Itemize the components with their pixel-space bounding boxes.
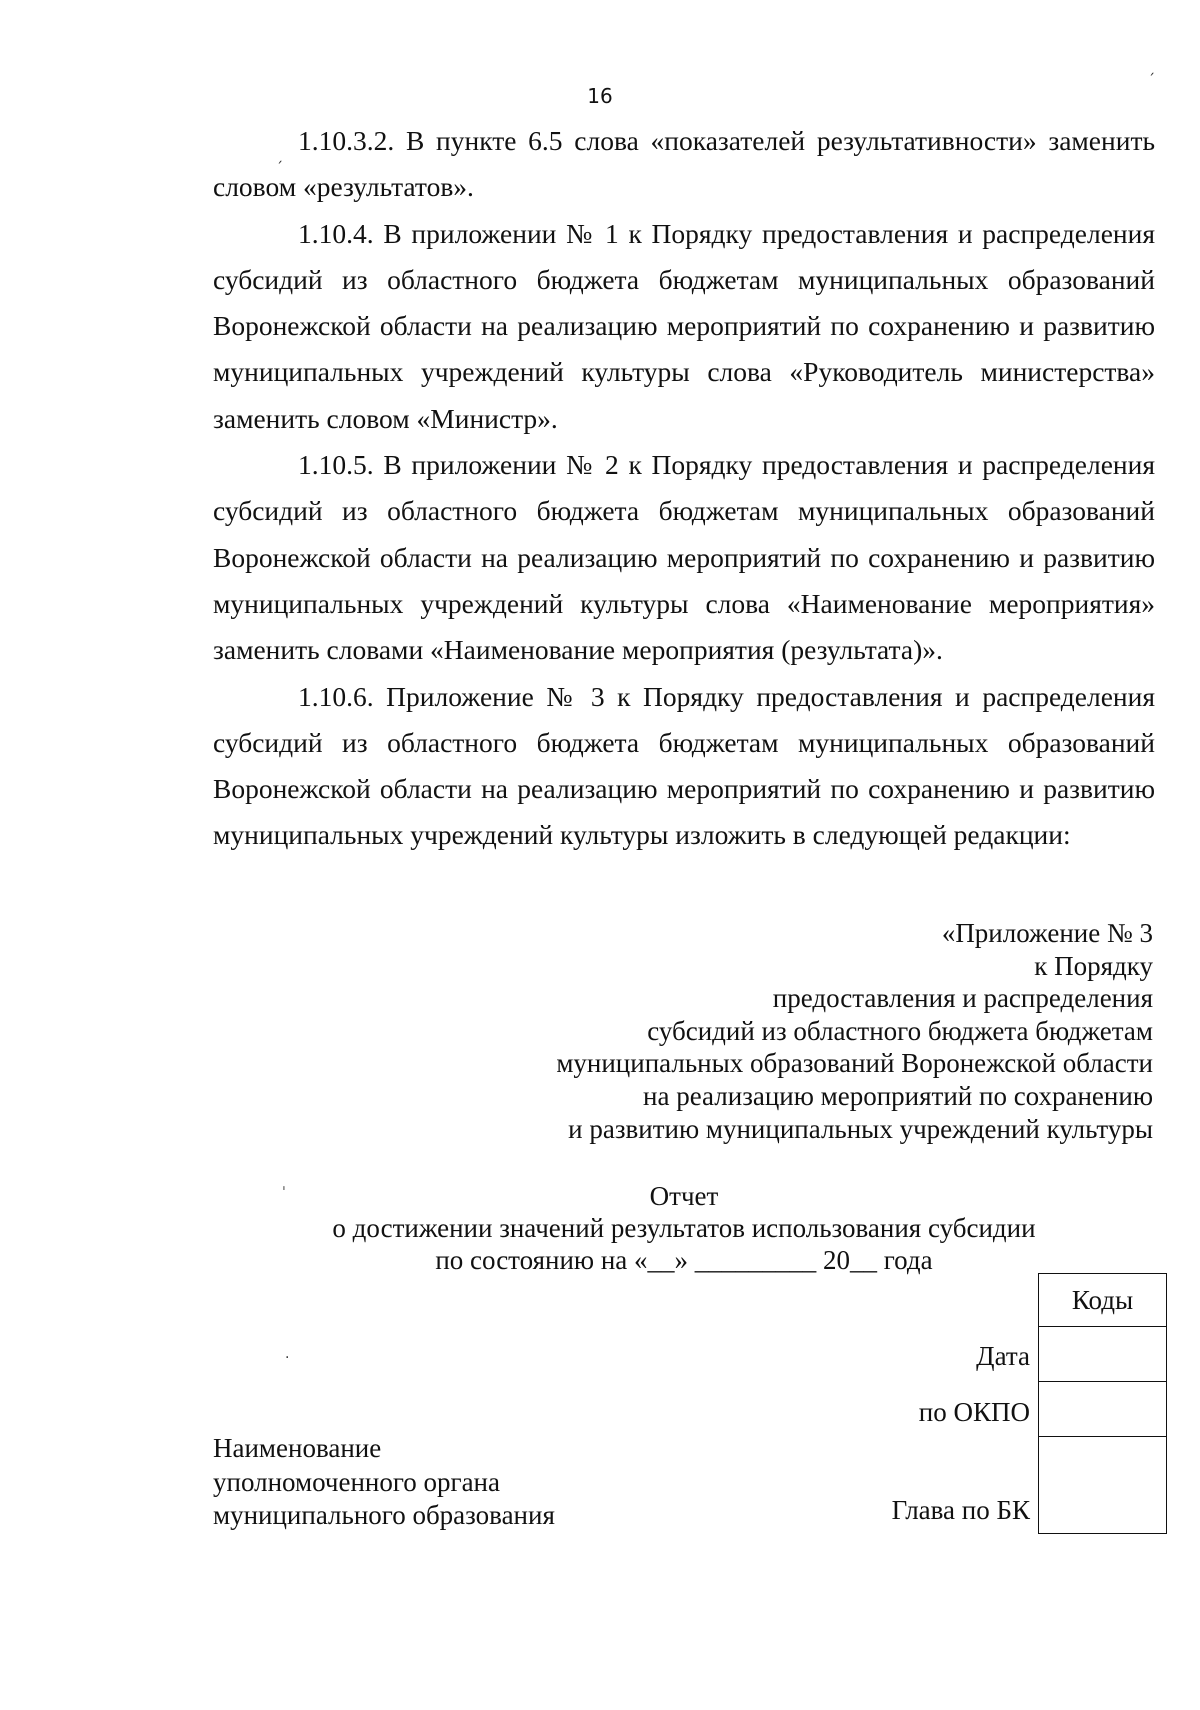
appendix-header-line: на реализацию мероприятий по сохранению — [643, 1080, 1153, 1111]
codes-header: Коды — [1071, 1285, 1134, 1315]
appendix-header-line: предоставления и распределения — [772, 983, 1153, 1014]
scan-speck: ˏ — [1148, 60, 1155, 76]
report-subtitle: о достижении значений результатов использования субсидии — [332, 1213, 1036, 1243]
bk-code-cell — [1039, 1436, 1166, 1533]
date-code-cell — [1039, 1326, 1166, 1381]
appendix-header — [556, 917, 1153, 1145]
document-body — [213, 118, 1155, 859]
page-number: 16 — [587, 84, 613, 108]
report-title-block — [213, 1180, 1155, 1276]
appendix-header-line: «Приложение № 3 — [941, 918, 1153, 948]
scan-speck: ˏ — [276, 148, 283, 164]
org-name-line: муниципального образования — [213, 1500, 555, 1530]
paragraph-1-10-4: 1.10.4. В приложении № 1 к Порядку предоставления и распределения субсидий из областного бюджета бюджетам муниципальных образований Воронежской области на реализацию мероприятий по сохранению и развитию муниципальных учреждений культуры слова «Руководитель министерства» заменить словом «Министр». — [213, 217, 1155, 434]
org-name-label — [213, 1432, 555, 1533]
okpo-label: по ОКПО — [918, 1397, 1030, 1427]
report-date-line: по состоянию на «__» _________ 20__ года — [435, 1245, 933, 1275]
codes-table — [1038, 1273, 1167, 1534]
org-name-line: Наименование — [213, 1433, 382, 1463]
org-name-line: уполномоченного органа — [213, 1466, 500, 1497]
scan-speck: · — [285, 1350, 290, 1366]
scan-speck: ˈ — [282, 1185, 286, 1201]
date-label: Дата — [976, 1341, 1030, 1371]
paragraph-1-10-3-2: 1.10.3.2. В пункте 6.5 слова «показателей результативности» заменить словом «результатов». — [213, 125, 1155, 203]
report-title: Отчет — [649, 1181, 719, 1211]
okpo-code-cell — [1039, 1381, 1166, 1436]
appendix-header-line: субсидий из областного бюджета бюджетам — [647, 1015, 1153, 1046]
bk-label: Глава по БК — [891, 1495, 1030, 1525]
appendix-header-line: и развитию муниципальных учреждений культуры — [568, 1113, 1153, 1144]
appendix-header-line: муниципальных образований Воронежской области — [556, 1048, 1153, 1079]
paragraph-1-10-5: 1.10.5. В приложении № 2 к Порядку предоставления и распределения субсидий из областного бюджета бюджетам муниципальных образований Воронежской области на реализацию мероприятий по сохранению и развитию муниципальных учреждений культуры слова «Наименование мероприятия» заменить словами «Наименование мероприятия (результата)». — [213, 449, 1155, 666]
appendix-header-line: к Порядку — [1034, 950, 1153, 981]
paragraph-1-10-6: 1.10.6. Приложение № 3 к Порядку предоставления и распределения субсидий из областного бюджета бюджетам муниципальных образований Воронежской области на реализацию мероприятий по сохранению и развитию муниципальных учреждений культуры изложить в следующей редакции: — [213, 680, 1155, 851]
